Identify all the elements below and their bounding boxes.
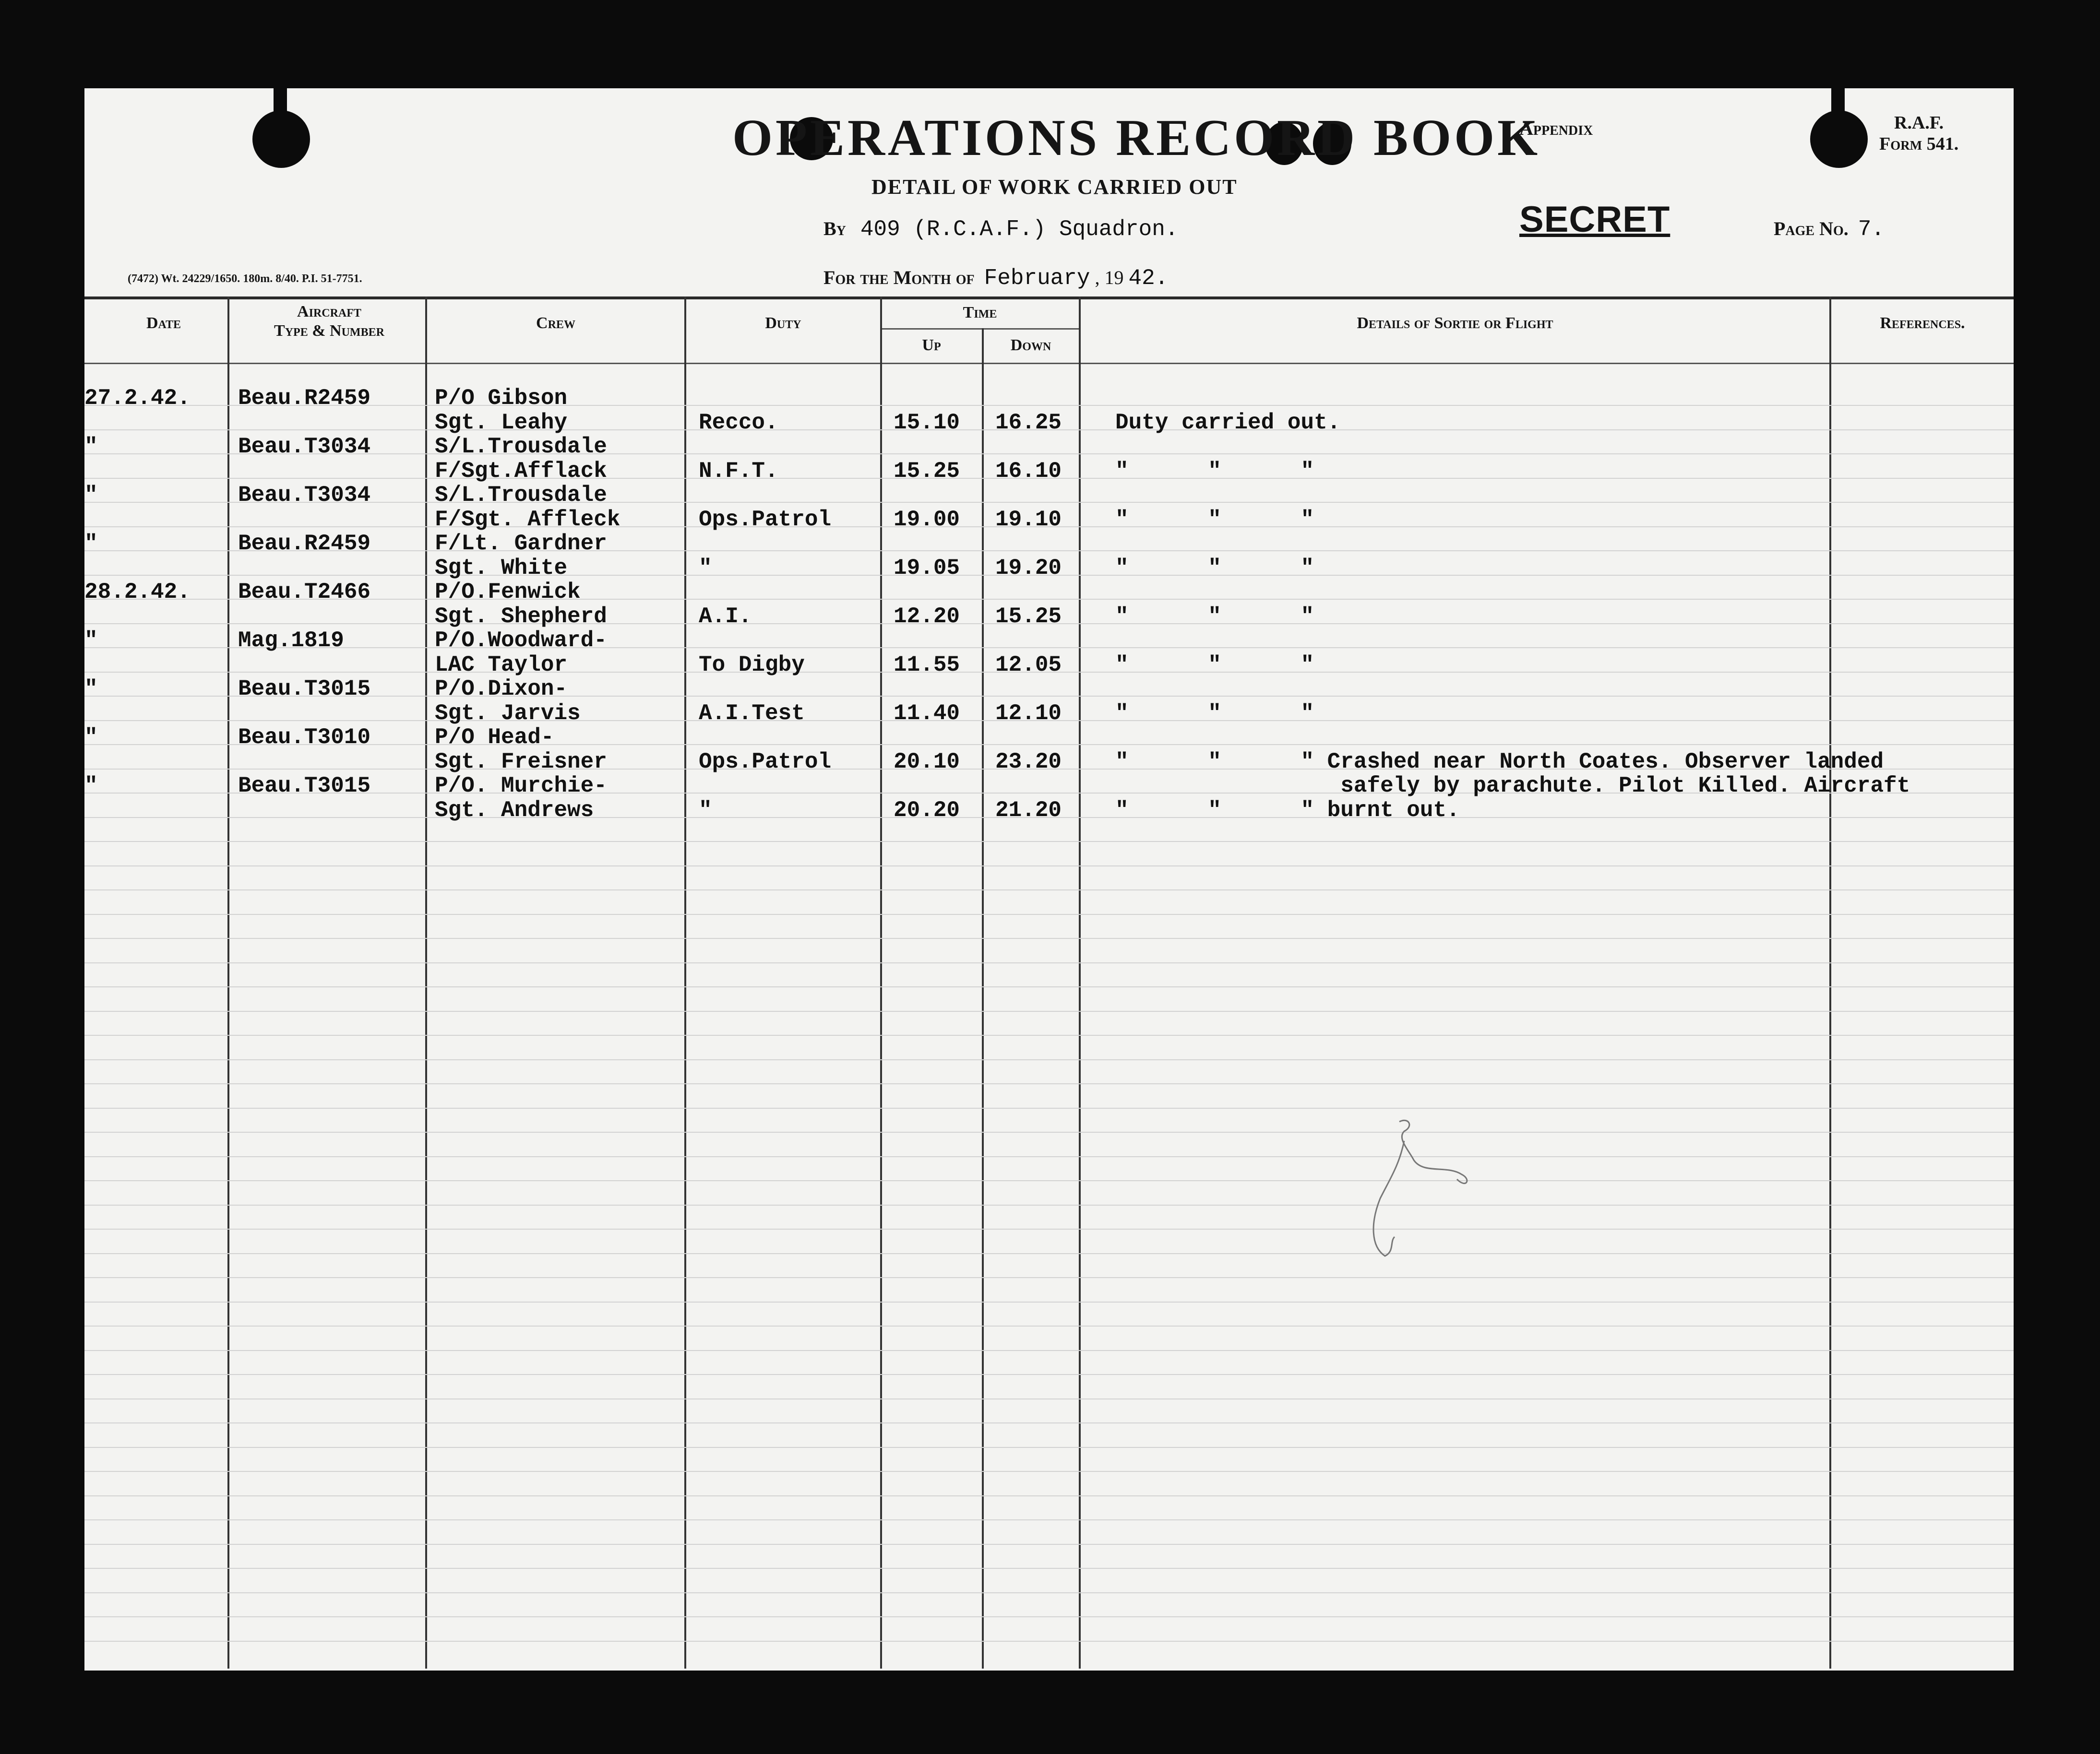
cell-up: 20.20: [894, 797, 960, 823]
cell-down: 15.25: [995, 604, 1062, 629]
cell-up: 19.00: [894, 507, 960, 532]
month-label: For the Month of: [823, 267, 975, 288]
col-header-details: Details of Sortie or Flight: [1357, 314, 1553, 332]
ruled-line: [84, 1422, 2014, 1423]
cell-up: 11.40: [894, 700, 960, 726]
cell-aircraft: Mag.1819: [238, 628, 344, 653]
squadron-name: 409 (R.C.A.F.) Squadron.: [860, 217, 1179, 242]
ruled-line: [84, 1568, 2014, 1569]
cell-details: safely by parachute. Pilot Killed. Aircraft: [1115, 773, 1910, 798]
cell-date: ": [84, 725, 98, 750]
appendix-label: Appendix: [1519, 118, 1593, 139]
cell-down: 12.10: [995, 700, 1062, 726]
cell-aircraft: Beau.T3034: [238, 483, 371, 508]
col-header-up: Up: [922, 336, 941, 354]
page-number-line: [1774, 217, 1885, 242]
page-number: 7.: [1858, 217, 1885, 242]
ruled-line: [84, 1205, 2014, 1206]
cell-duty: Ops.Patrol: [699, 749, 832, 774]
col-header-aircraft-line2: Type & Number: [274, 322, 384, 340]
cell-down: 16.10: [995, 458, 1062, 484]
col-header-references: References.: [1880, 314, 1965, 332]
cell-aircraft: Beau.T3015: [238, 676, 371, 701]
cell-crew: P/O. Murchie-: [435, 773, 607, 798]
cell-date: 27.2.42.: [84, 386, 191, 411]
cell-aircraft: Beau.R2459: [238, 386, 371, 411]
year-prefix: , 19: [1095, 267, 1124, 288]
col-rule-up: [982, 328, 984, 1669]
ruled-line: [84, 938, 2014, 939]
cell-date: ": [84, 434, 98, 459]
secret-stamp: SECRET: [1519, 199, 1670, 240]
ruled-line: [84, 550, 2014, 551]
col-header-aircraft: [233, 302, 425, 341]
ruled-line: [84, 889, 2014, 890]
raf-form-number: [1879, 112, 1958, 154]
hair-mark: [1351, 1112, 1476, 1266]
col-header-crew: Crew: [536, 314, 575, 332]
year-value: 42.: [1128, 266, 1169, 291]
col-header-time: Time: [963, 304, 997, 321]
squadron-line: [823, 217, 1178, 242]
cell-down: 12.05: [995, 652, 1062, 677]
cell-down: 23.20: [995, 749, 1062, 774]
cell-duty: Recco.: [699, 410, 778, 435]
cell-up: 11.55: [894, 652, 960, 677]
cell-aircraft: Beau.T3034: [238, 434, 371, 459]
cell-down: 19.20: [995, 555, 1062, 581]
cell-date: ": [84, 676, 98, 701]
cell-duty: N.F.T.: [699, 458, 778, 484]
ruled-line: [84, 1229, 2014, 1230]
ruled-line: [84, 1471, 2014, 1472]
form-subtitle: DETAIL OF WORK CARRIED OUT: [871, 175, 1238, 199]
ruled-line: [84, 502, 2014, 503]
punch-hole-left: [252, 110, 310, 168]
by-label: By: [823, 218, 846, 239]
form-title: OPERATIONS RECORD BOOK: [732, 109, 1541, 166]
punch-hole-right: [1810, 110, 1868, 168]
cell-up: 19.05: [894, 555, 960, 581]
cell-aircraft: Beau.T3010: [238, 725, 371, 750]
ruled-line: [84, 865, 2014, 866]
ruled-line: [84, 1398, 2014, 1399]
cell-date: ": [84, 628, 98, 653]
ruled-line: [84, 1059, 2014, 1060]
cell-duty: To Digby: [699, 652, 805, 677]
month-value: February: [984, 266, 1090, 291]
cell-aircraft: Beau.T2466: [238, 580, 371, 604]
cell-date: ": [84, 483, 98, 508]
cell-details: Duty carried out.: [1115, 410, 1341, 435]
cell-details: " " ": [1115, 458, 1314, 484]
ruled-line: [84, 1326, 2014, 1327]
cell-crew: S/L.Trousdale: [435, 434, 607, 459]
cell-date: ": [84, 773, 98, 798]
cell-crew: F/Lt. Gardner: [435, 531, 607, 556]
cell-crew: P/O Gibson: [435, 386, 568, 411]
ruled-line: [84, 1156, 2014, 1157]
month-line: [823, 266, 1168, 291]
col-header-duty: Duty: [765, 314, 801, 332]
cell-crew: P/O.Dixon-: [435, 676, 568, 701]
print-reference: (7472) Wt. 24229/1650. 180m. 8/40. P.I. 51-7751.: [128, 273, 362, 285]
col-header-date: Date: [146, 314, 181, 332]
ruled-line: [84, 647, 2014, 648]
cell-details: " " ": [1115, 555, 1314, 581]
ruled-line: [84, 1011, 2014, 1012]
ruled-line: [84, 1544, 2014, 1545]
table-top-rule: [84, 296, 2014, 299]
cell-crew: F/Sgt.Afflack: [435, 458, 607, 484]
ruled-line: [84, 1132, 2014, 1133]
cell-crew: F/Sgt. Affleck: [435, 507, 620, 532]
cell-date: ": [84, 531, 98, 556]
cell-down: 21.20: [995, 797, 1062, 823]
cell-crew: LAC Taylor: [435, 652, 568, 677]
cell-up: 20.10: [894, 749, 960, 774]
time-subheader-rule: [880, 328, 1079, 330]
ruled-line: [84, 841, 2014, 842]
ruled-line: [84, 1374, 2014, 1375]
cell-up: 15.25: [894, 458, 960, 484]
ruled-line: [84, 1180, 2014, 1181]
ruled-line: [84, 1253, 2014, 1254]
header-bottom-rule: [84, 363, 2014, 364]
cell-up: 15.10: [894, 410, 960, 435]
cell-duty: A.I.: [699, 604, 752, 629]
ruled-line: [84, 1108, 2014, 1109]
cell-crew: Sgt. Freisner: [435, 749, 607, 774]
ruled-line: [84, 1641, 2014, 1642]
raf-label: R.A.F.: [1894, 113, 1944, 133]
cell-details: " " " burnt out.: [1115, 797, 1460, 823]
ruled-line: [84, 1447, 2014, 1448]
ruled-line: [84, 986, 2014, 987]
cell-crew: P/O.Fenwick: [435, 580, 581, 604]
cell-crew: Sgt. White: [435, 555, 568, 581]
ruled-line: [84, 744, 2014, 745]
cell-duty: Ops.Patrol: [699, 507, 832, 532]
ruled-line: [84, 1302, 2014, 1303]
cell-duty: A.I.Test: [699, 700, 805, 726]
cell-down: 19.10: [995, 507, 1062, 532]
cell-details: " " " Crashed near North Coates. Observer landed: [1115, 749, 1884, 774]
cell-crew: S/L.Trousdale: [435, 483, 607, 508]
cell-crew: Sgt. Leahy: [435, 410, 568, 435]
ruled-line: [84, 1350, 2014, 1351]
col-header-down: Down: [1010, 336, 1051, 354]
ruled-line: [84, 1277, 2014, 1278]
ruled-line: [84, 1592, 2014, 1593]
cell-duty: ": [699, 555, 712, 581]
ruled-line: [84, 453, 2014, 454]
ruled-line: [84, 1519, 2014, 1520]
ruled-line: [84, 1616, 2014, 1617]
cell-crew: Sgt. Shepherd: [435, 604, 607, 629]
ruled-line: [84, 696, 2014, 697]
cell-crew: Sgt. Jarvis: [435, 700, 581, 726]
cell-details: " " ": [1115, 700, 1314, 726]
cell-details: " " ": [1115, 507, 1314, 532]
ruled-line: [84, 1083, 2014, 1084]
ruled-line: [84, 962, 2014, 963]
cell-details: " " ": [1115, 652, 1314, 677]
ruled-line: [84, 914, 2014, 915]
ruled-line: [84, 405, 2014, 406]
ruled-line: [84, 1035, 2014, 1036]
ruled-line: [84, 1495, 2014, 1496]
cell-date: 28.2.42.: [84, 580, 191, 604]
record-sheet: [84, 88, 2014, 1671]
cell-crew: Sgt. Andrews: [435, 797, 594, 823]
cell-crew: P/O Head-: [435, 725, 554, 750]
page-label: Page No.: [1774, 218, 1849, 239]
cell-aircraft: Beau.R2459: [238, 531, 371, 556]
cell-crew: P/O.Woodward-: [435, 628, 607, 653]
cell-duty: ": [699, 797, 712, 823]
ruled-line: [84, 599, 2014, 600]
cell-down: 16.25: [995, 410, 1062, 435]
cell-details: " " ": [1115, 604, 1314, 629]
cell-aircraft: Beau.T3015: [238, 773, 371, 798]
col-header-aircraft-line1: Aircraft: [297, 303, 361, 320]
form-541-label: Form 541.: [1879, 134, 1959, 154]
cell-up: 12.20: [894, 604, 960, 629]
